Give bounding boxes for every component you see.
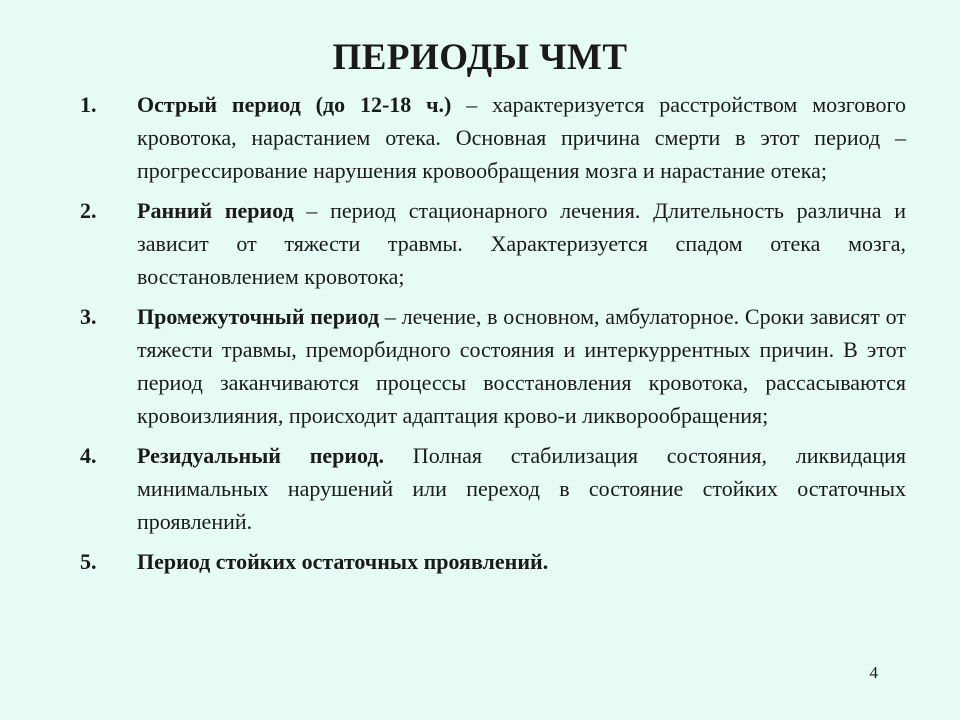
list-item-number: 5. (80, 549, 97, 574)
list-item-description: – характеризуется расстройством мозгового кровотока, нарастанием отека. Основная причина смерти в этот период – прогрессирование нарушения кровообращения мозга и нарастание отека; (137, 92, 906, 183)
list-item-description: – период стационарного лечения. Длительность различна и зависит от тяжести травмы. Характеризуется спадом отека мозга, восстановлением кровотока; (137, 198, 906, 289)
list-item-term: Ранний период (137, 198, 294, 223)
list-item-text (137, 439, 906, 538)
list-item-text (137, 545, 906, 578)
list-item-number: 2. (80, 198, 97, 223)
list-item-text (137, 300, 906, 432)
page-number: 4 (869, 663, 878, 682)
list-item (80, 300, 906, 432)
periods-list (80, 88, 906, 585)
list-item-number: 1. (80, 92, 97, 117)
list-item (80, 439, 906, 538)
list-item (80, 88, 906, 187)
list-item-term: Период стойких остаточных проявлений. (137, 549, 549, 574)
list-item-term: Резидуальный период. (137, 443, 385, 468)
list-item-term: Промежуточный период (137, 304, 380, 329)
list-item-text (137, 88, 906, 187)
list-item-term: Острый период (до 12-18 ч.) (137, 92, 452, 117)
slide-title: ПЕРИОДЫ ЧМТ (332, 37, 628, 78)
list-item (80, 194, 906, 293)
list-item (80, 545, 906, 578)
list-item-number: 4. (80, 443, 97, 468)
list-item-description: – лечение, в основном, амбулаторное. Сроки зависят от тяжести травмы, преморбидного состояния и интеркуррентных причин. В этот период заканчиваются процессы восстановления кровотока, рассасываются кровоизлияния, происходит адаптация крово-и ликворообращения; (137, 304, 906, 428)
list-item-description: Полная стабилизация состояния, ликвидация минимальных нарушений или переход в состояние стойких остаточных проявлений. (137, 443, 906, 534)
list-item-text (137, 194, 906, 293)
list-item-number: 3. (80, 304, 97, 329)
